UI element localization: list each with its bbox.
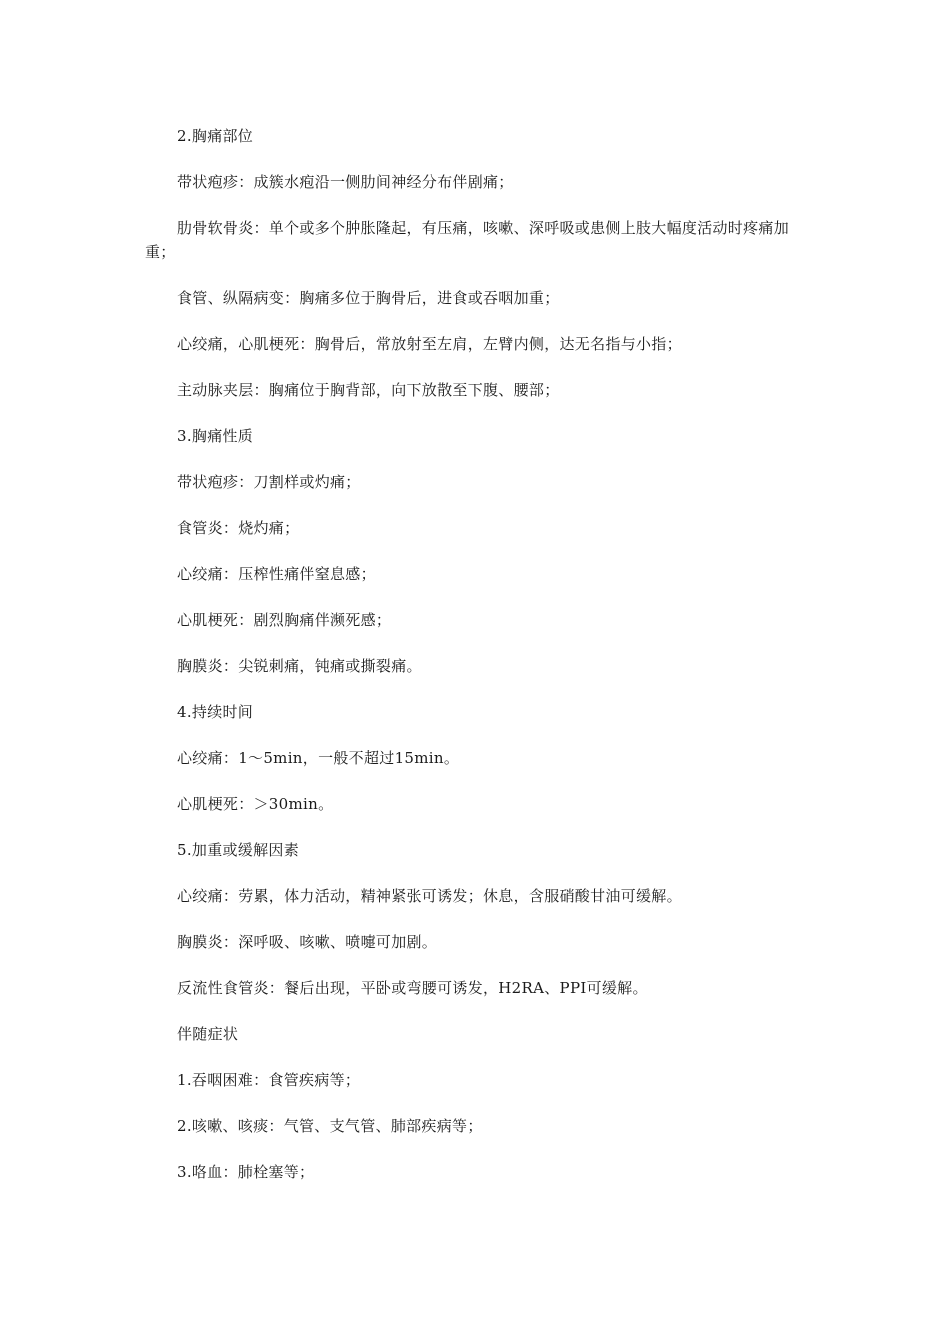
paragraph-angina-mi-location: 心绞痛，心肌梗死：胸骨后，常放射至左肩，左臂内侧，达无名指与小指； [177,335,682,353]
section-heading-chest-pain-location: 2.胸痛部位 [177,127,254,145]
document-body [145,124,810,1206]
paragraph-mi-nature: 心肌梗死：剧烈胸痛伴濒死感； [177,611,392,629]
paragraph-aortic-dissection: 主动脉夹层：胸痛位于胸背部，向下放散至下腹、腰部； [177,381,560,399]
paragraph-cough-sputum: 2.咳嗽、咳痰：气管、支气管、肺部疾病等； [177,1117,483,1135]
paragraph-hemoptysis: 3.咯血：肺栓塞等； [177,1163,315,1181]
paragraph-esophagus-mediastinum: 食管、纵隔病变：胸痛多位于胸骨后，进食或吞咽加重； [177,289,560,307]
section-heading-aggravating-relieving: 5.加重或缓解因素 [177,841,300,859]
paragraph-pleurisy-factors: 胸膜炎：深呼吸、咳嗽、喷嚏可加剧。 [177,933,438,951]
section-heading-accompanying-symptoms: 伴随症状 [177,1025,239,1043]
paragraph-herpes-zoster-location: 带状疱疹：成簇水疱沿一侧肋间神经分布伴剧痛； [177,173,514,191]
paragraph-pleurisy-nature: 胸膜炎：尖锐刺痛，钝痛或撕裂痛。 [177,657,422,675]
paragraph-angina-duration: 心绞痛：1～5min，一般不超过15min。 [177,749,460,767]
paragraph-esophagitis-nature: 食管炎：烧灼痛； [177,519,300,537]
paragraph-herpes-zoster-nature: 带状疱疹：刀割样或灼痛； [177,473,361,491]
paragraph-mi-duration: 心肌梗死：＞30min。 [177,795,334,813]
paragraph-angina-nature: 心绞痛：压榨性痛伴窒息感； [177,565,376,583]
section-heading-duration: 4.持续时间 [177,703,254,721]
paragraph-reflux-esophagitis-factors: 反流性食管炎：餐后出现，平卧或弯腰可诱发，H2RA、PPI可缓解。 [177,979,648,997]
section-heading-chest-pain-nature: 3.胸痛性质 [177,427,254,445]
paragraph-angina-factors: 心绞痛：劳累，体力活动，精神紧张可诱发；休息，含服硝酸甘油可缓解。 [177,887,682,905]
paragraph-dysphagia: 1.吞咽困难：食管疾病等； [177,1071,361,1089]
paragraph-costochondritis: 肋骨软骨炎：单个或多个肿胀隆起，有压痛，咳嗽、深呼吸或患侧上肢大幅度活动时疼痛加重； [145,219,790,261]
